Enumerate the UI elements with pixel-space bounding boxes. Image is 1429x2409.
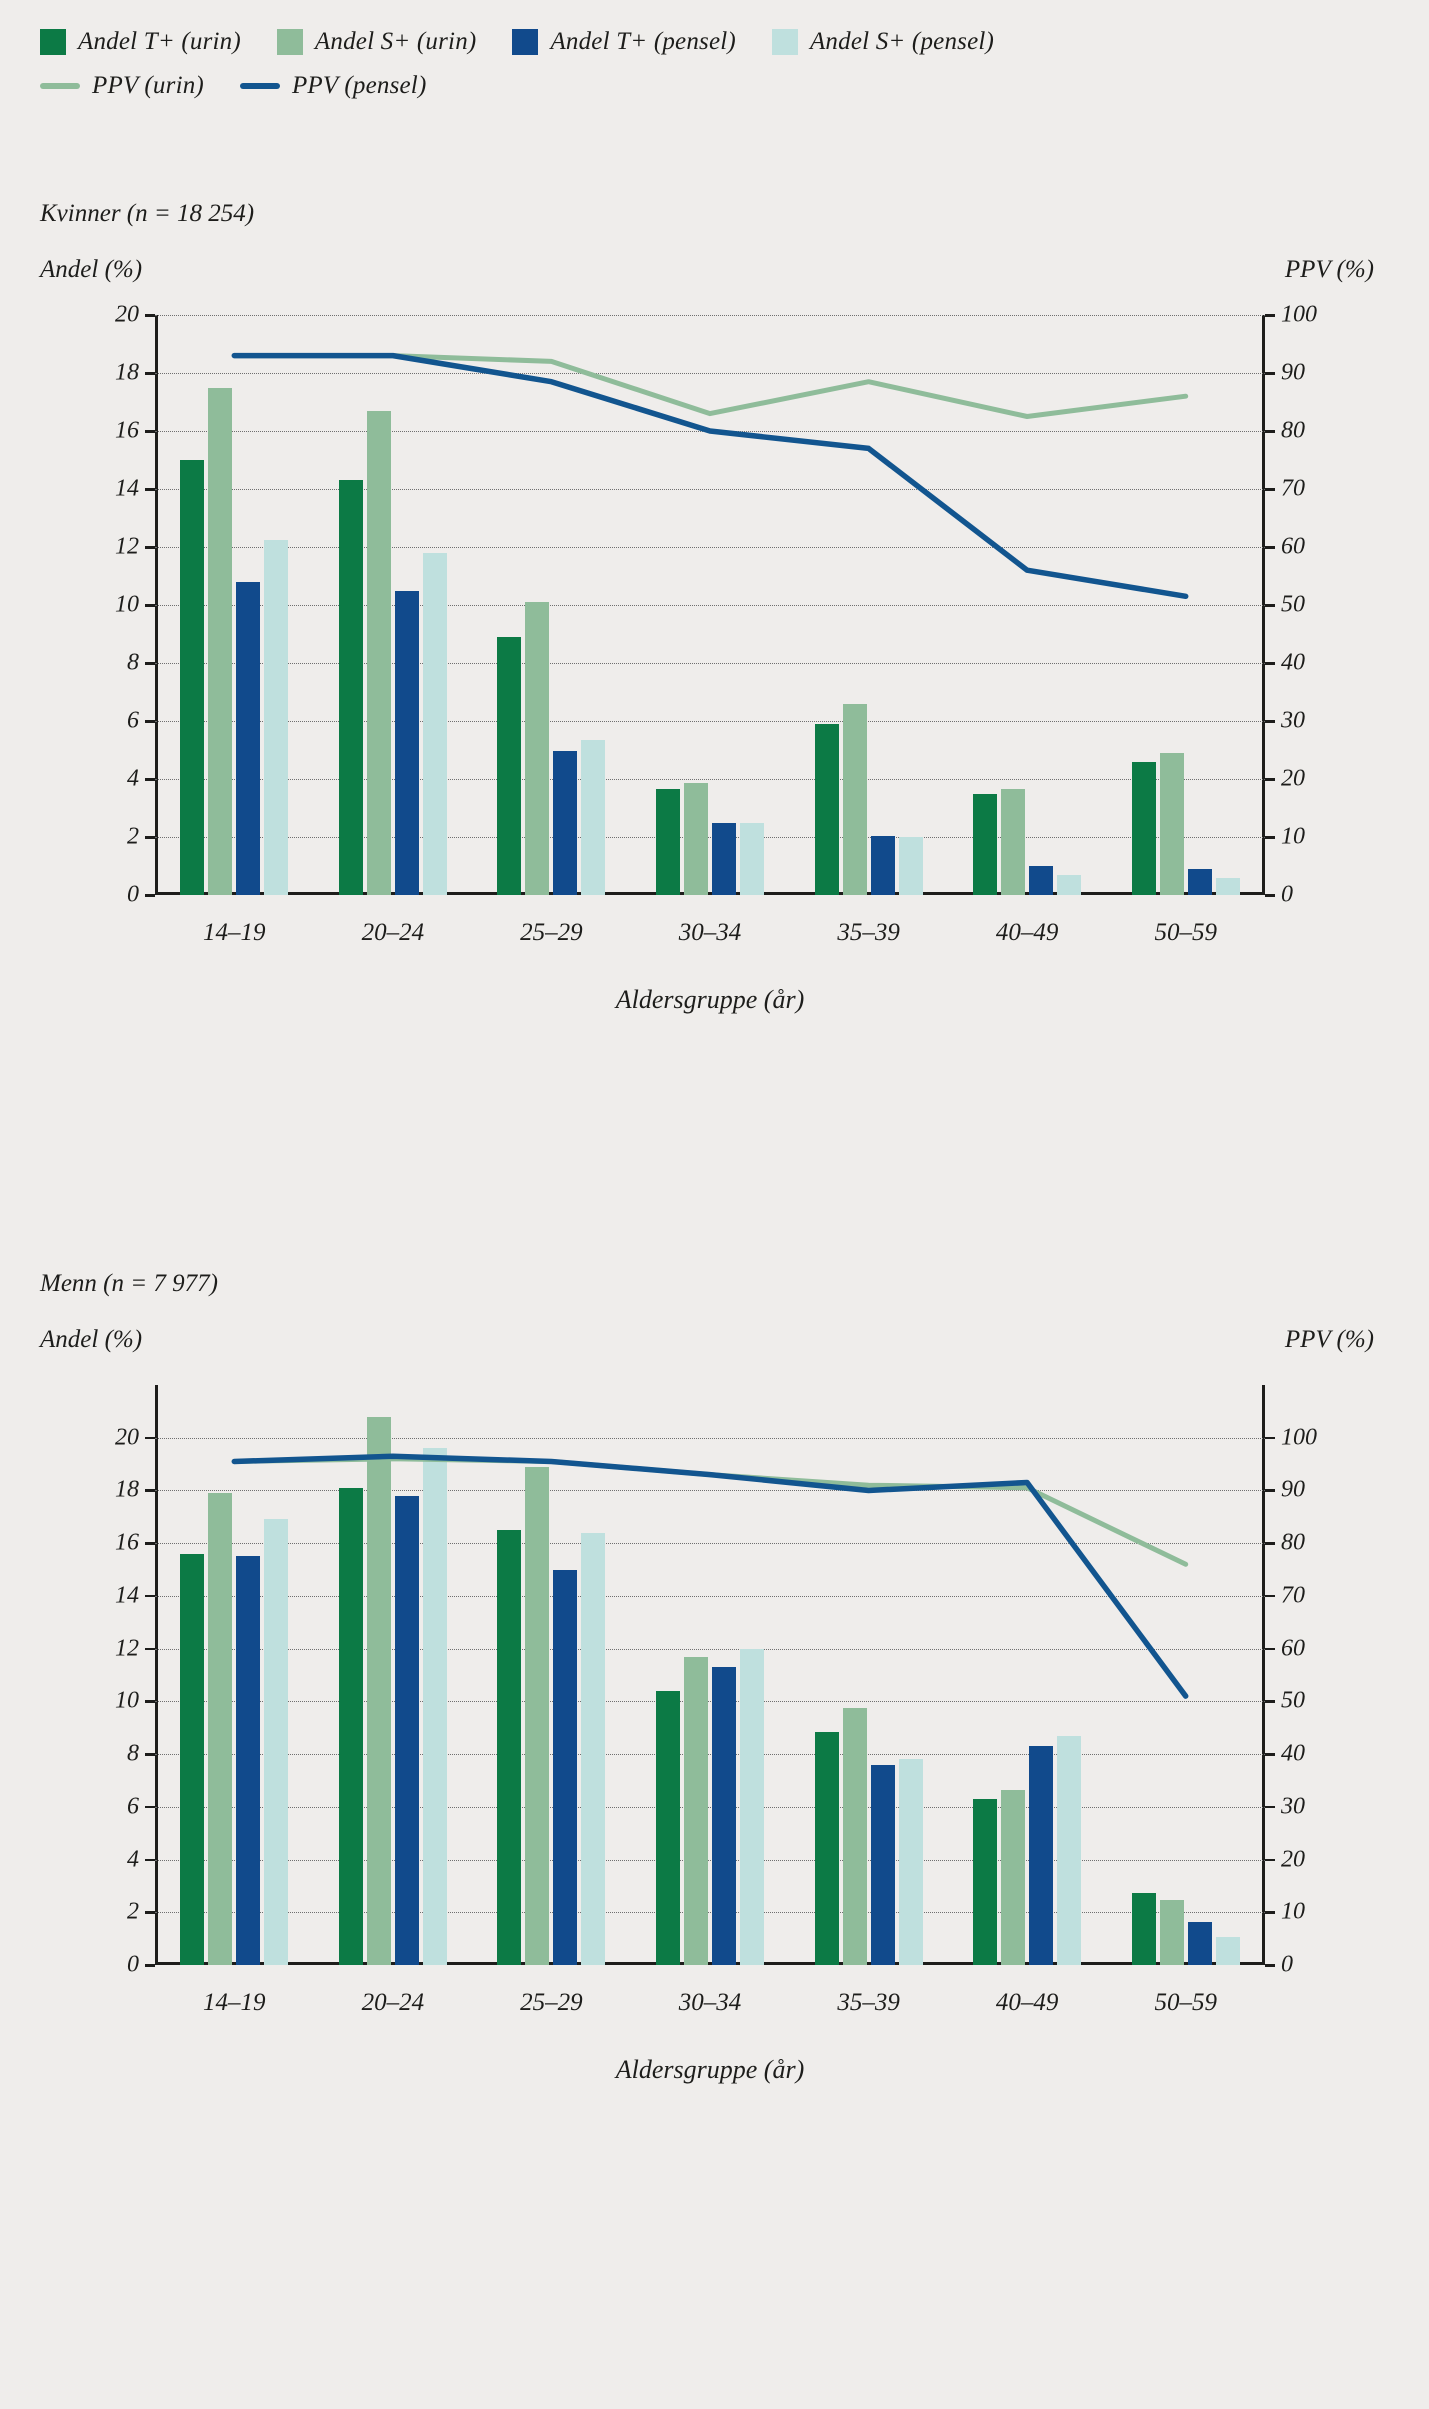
legend-label: Andel T+ (pensel) bbox=[550, 28, 736, 55]
y-tick-label-left: 18 bbox=[115, 1476, 139, 1503]
plot-area-kvinner bbox=[0, 300, 1429, 1014]
y-tick-label-right: 40 bbox=[1281, 649, 1305, 676]
x-tick-label: 35–39 bbox=[837, 919, 900, 946]
legend-label: Andel S+ (urin) bbox=[314, 28, 477, 55]
legend-label: Andel S+ (pensel) bbox=[809, 28, 995, 55]
legend-item-4 bbox=[772, 28, 994, 56]
legend-row-lines bbox=[40, 72, 1380, 100]
y-tick-mark-right bbox=[1265, 836, 1275, 839]
y-tick-label-left: 20 bbox=[115, 301, 139, 328]
y-tick-mark-left bbox=[145, 720, 155, 723]
y-tick-label-right: 100 bbox=[1281, 1424, 1317, 1451]
y-tick-label-right: 60 bbox=[1281, 1635, 1305, 1662]
x-tick-label: 30–34 bbox=[678, 1989, 742, 2016]
legend-label: PPV (pensel) bbox=[291, 72, 427, 99]
y-tick-label-right: 80 bbox=[1281, 1529, 1305, 1556]
legend-item-2 bbox=[240, 72, 427, 100]
y-tick-mark-left bbox=[145, 1753, 155, 1756]
y-tick-label-right: 0 bbox=[1281, 881, 1293, 908]
y-axis-label-left-menn: Andel (%) bbox=[40, 1326, 143, 1353]
y-tick-label-right: 100 bbox=[1281, 301, 1317, 328]
y-tick-label-left: 2 bbox=[127, 823, 139, 850]
legend-item-2 bbox=[277, 28, 477, 56]
legend-label: Andel T+ (urin) bbox=[78, 28, 241, 55]
y-tick-mark-left bbox=[145, 662, 155, 665]
y-tick-mark-right bbox=[1265, 1911, 1275, 1914]
legend-color-swatch bbox=[40, 29, 66, 55]
line-ppv-pensel bbox=[234, 356, 1185, 597]
y-tick-mark-right bbox=[1265, 1859, 1275, 1862]
x-tick-label: 25–29 bbox=[520, 919, 583, 946]
chart-title-menn: Menn (n = 7 977) bbox=[40, 1270, 218, 1297]
x-tick-label: 14–19 bbox=[203, 919, 266, 946]
legend-row-bars bbox=[40, 28, 1380, 56]
x-tick-label: 40–49 bbox=[995, 919, 1059, 946]
y-tick-mark-left bbox=[145, 836, 155, 839]
y-tick-mark-left bbox=[145, 1437, 155, 1440]
x-tick-label: 50–59 bbox=[1154, 919, 1217, 946]
y-tick-mark-right bbox=[1265, 894, 1275, 897]
x-tick-label: 50–59 bbox=[1154, 1989, 1217, 2016]
y-tick-label-right: 30 bbox=[1281, 707, 1305, 734]
y-tick-label-left: 4 bbox=[127, 1846, 139, 1873]
y-tick-mark-right bbox=[1265, 1437, 1275, 1440]
x-tick-label: 35–39 bbox=[837, 1989, 900, 2016]
plot-menn bbox=[115, 1385, 1317, 1978]
y-tick-mark-right bbox=[1265, 430, 1275, 433]
legend-color-swatch bbox=[512, 29, 538, 55]
y-tick-label-left: 14 bbox=[115, 475, 139, 502]
y-tick-mark-right bbox=[1265, 488, 1275, 491]
y-tick-label-right: 50 bbox=[1281, 591, 1305, 618]
y-tick-label-right: 70 bbox=[1281, 1582, 1305, 1609]
y-tick-label-left: 18 bbox=[115, 359, 139, 386]
y-tick-mark-right bbox=[1265, 372, 1275, 375]
plot-area-menn bbox=[0, 1370, 1429, 2084]
y-tick-label-right: 20 bbox=[1281, 765, 1305, 792]
y-tick-label-left: 6 bbox=[127, 1793, 139, 1820]
y-tick-label-left: 10 bbox=[115, 591, 139, 618]
y-tick-mark-left bbox=[145, 1700, 155, 1703]
y-tick-mark-right bbox=[1265, 314, 1275, 317]
y-tick-mark-right bbox=[1265, 1700, 1275, 1703]
x-tick-label: 25–29 bbox=[520, 1989, 583, 2016]
y-tick-mark-left bbox=[145, 314, 155, 317]
y-tick-label-right: 30 bbox=[1281, 1793, 1305, 1820]
chart-legend bbox=[40, 28, 1380, 116]
y-tick-label-right: 60 bbox=[1281, 533, 1305, 560]
y-tick-label-right: 40 bbox=[1281, 1740, 1305, 1767]
y-tick-mark-right bbox=[1265, 1595, 1275, 1598]
y-tick-label-left: 12 bbox=[115, 533, 139, 560]
legend-item-1 bbox=[40, 28, 241, 56]
x-axis-kvinner bbox=[155, 895, 1265, 1035]
lines-layer bbox=[155, 1385, 1265, 1965]
y-tick-mark-right bbox=[1265, 1753, 1275, 1756]
legend-color-swatch bbox=[772, 29, 798, 55]
y-tick-mark-left bbox=[145, 1489, 155, 1492]
y-tick-label-left: 8 bbox=[127, 1740, 139, 1767]
legend-line-swatch bbox=[40, 83, 80, 89]
y-tick-label-right: 90 bbox=[1281, 1476, 1305, 1503]
x-tick-label: 20–24 bbox=[361, 1989, 425, 2016]
y-tick-label-left: 16 bbox=[115, 1529, 139, 1556]
y-tick-label-left: 20 bbox=[115, 1424, 139, 1451]
y-tick-label-left: 8 bbox=[127, 649, 139, 676]
y-tick-mark-right bbox=[1265, 546, 1275, 549]
y-tick-mark-left bbox=[145, 1542, 155, 1545]
y-tick-mark-left bbox=[145, 1806, 155, 1809]
y-axis-label-right-kvinner: PPV (%) bbox=[1284, 256, 1374, 283]
y-tick-label-left: 14 bbox=[115, 1582, 139, 1609]
y-tick-label-right: 10 bbox=[1281, 1898, 1305, 1925]
y-tick-mark-right bbox=[1265, 662, 1275, 665]
y-tick-mark-left bbox=[145, 1648, 155, 1651]
x-tick-label: 30–34 bbox=[678, 919, 742, 946]
y-tick-label-right: 0 bbox=[1281, 1951, 1293, 1978]
y-tick-label-right: 80 bbox=[1281, 417, 1305, 444]
y-tick-mark-left bbox=[145, 1859, 155, 1862]
y-tick-mark-left bbox=[145, 488, 155, 491]
line-ppv-urin bbox=[234, 356, 1185, 417]
y-tick-label-left: 16 bbox=[115, 417, 139, 444]
legend-item-1 bbox=[40, 72, 204, 100]
x-tick-label: 20–24 bbox=[361, 919, 425, 946]
y-tick-mark-right bbox=[1265, 604, 1275, 607]
x-axis-title-menn: Aldersgruppe (år) bbox=[615, 2055, 805, 2084]
legend-color-swatch bbox=[277, 29, 303, 55]
y-tick-label-left: 4 bbox=[127, 765, 139, 792]
y-tick-label-right: 20 bbox=[1281, 1846, 1305, 1873]
x-axis-title-kvinner: Aldersgruppe (år) bbox=[615, 985, 805, 1014]
y-tick-mark-left bbox=[145, 604, 155, 607]
chart-title-kvinner: Kvinner (n = 18 254) bbox=[40, 200, 255, 227]
lines-layer bbox=[155, 315, 1265, 895]
y-tick-label-left: 12 bbox=[115, 1635, 139, 1662]
y-tick-label-left: 2 bbox=[127, 1898, 139, 1925]
y-tick-mark-right bbox=[1265, 778, 1275, 781]
y-tick-mark-left bbox=[145, 894, 155, 897]
legend-label: PPV (urin) bbox=[92, 72, 204, 99]
y-tick-label-right: 90 bbox=[1281, 359, 1305, 386]
y-tick-mark-right bbox=[1265, 720, 1275, 723]
y-axis-label-right-menn: PPV (%) bbox=[1284, 1326, 1374, 1353]
y-tick-label-left: 6 bbox=[127, 707, 139, 734]
y-tick-mark-right bbox=[1265, 1489, 1275, 1492]
x-tick-label: 40–49 bbox=[995, 1989, 1059, 2016]
plot-kvinner bbox=[115, 301, 1317, 908]
y-tick-label-right: 70 bbox=[1281, 475, 1305, 502]
y-tick-mark-left bbox=[145, 372, 155, 375]
y-tick-mark-left bbox=[145, 778, 155, 781]
y-tick-mark-right bbox=[1265, 1806, 1275, 1809]
y-tick-mark-left bbox=[145, 430, 155, 433]
y-axis-label-left-kvinner: Andel (%) bbox=[40, 256, 143, 283]
x-tick-label: 14–19 bbox=[203, 1989, 266, 2016]
y-tick-mark-right bbox=[1265, 1964, 1275, 1967]
legend-line-swatch bbox=[240, 83, 280, 89]
y-tick-mark-left bbox=[145, 1964, 155, 1967]
y-tick-mark-right bbox=[1265, 1648, 1275, 1651]
legend-item-3 bbox=[512, 28, 736, 56]
y-tick-mark-right bbox=[1265, 1542, 1275, 1545]
y-tick-label-left: 0 bbox=[127, 881, 139, 908]
y-tick-label-left: 10 bbox=[115, 1687, 139, 1714]
line-ppv-pensel bbox=[234, 1456, 1185, 1696]
y-tick-label-right: 10 bbox=[1281, 823, 1305, 850]
y-tick-mark-left bbox=[145, 1911, 155, 1914]
y-tick-label-right: 50 bbox=[1281, 1687, 1305, 1714]
x-axis-menn bbox=[155, 1965, 1265, 2105]
y-tick-label-left: 0 bbox=[127, 1951, 139, 1978]
y-tick-mark-left bbox=[145, 546, 155, 549]
y-tick-mark-left bbox=[145, 1595, 155, 1598]
